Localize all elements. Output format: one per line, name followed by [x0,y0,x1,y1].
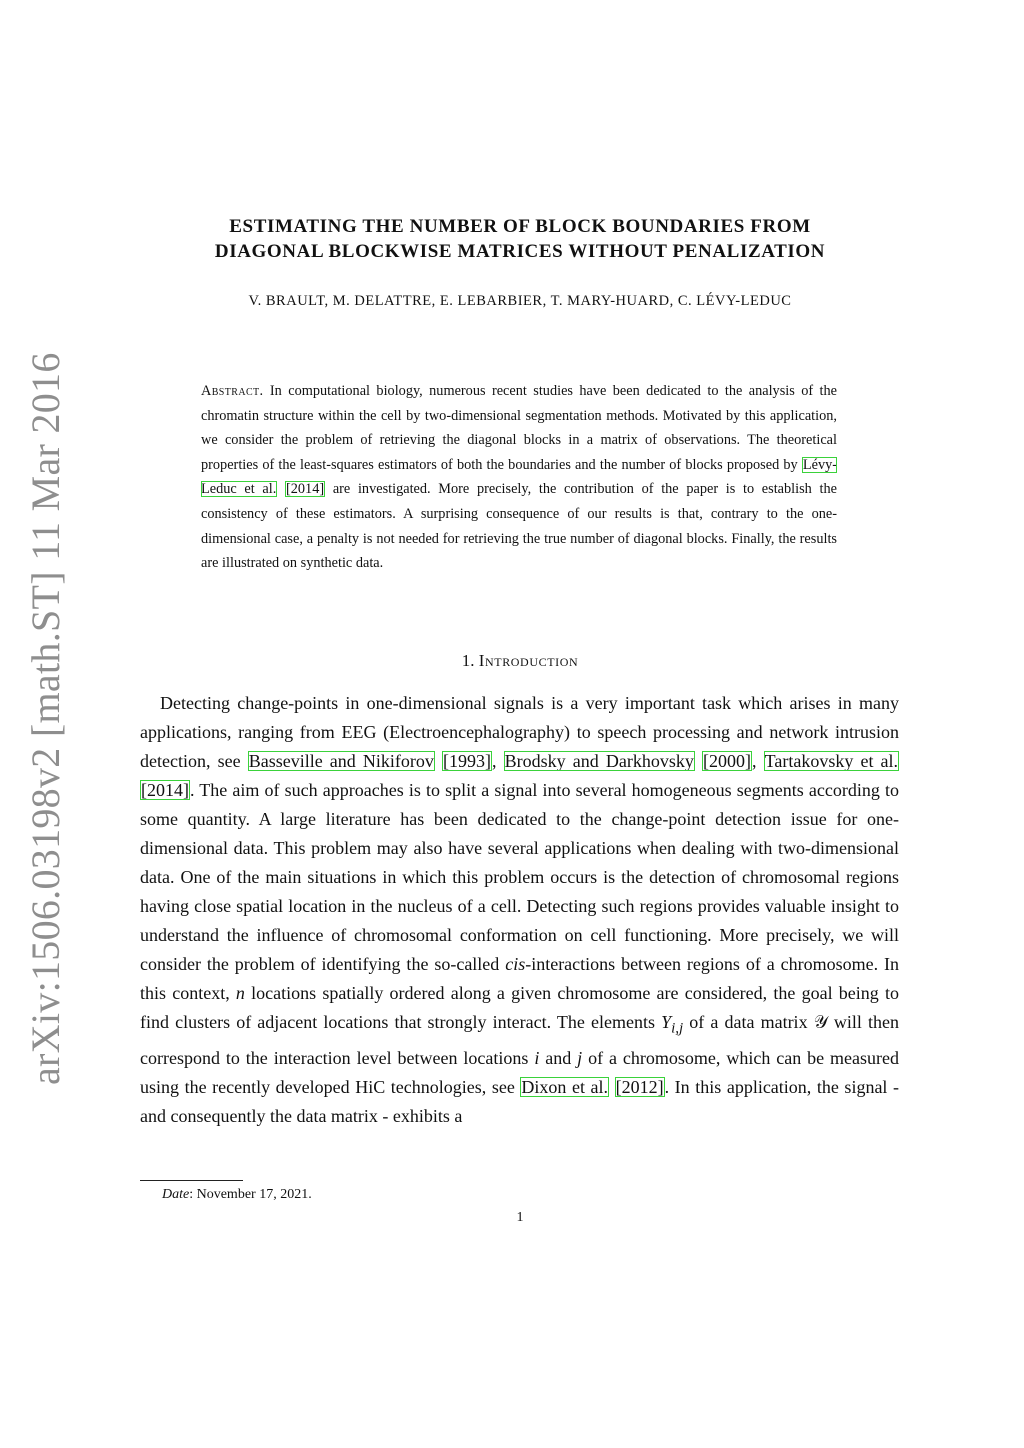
section-heading [140,651,900,671]
body-text-3: -interactions between regions of a chromosome. In this context, [140,954,899,1003]
footnote-text: : November 17, 2021. [189,1187,312,1202]
page-number: 1 [516,1210,524,1225]
abstract-text-1: In computational biology, numerous recent studies have been dedicated to the analysis of the chromatin structure within the cell by two-dimensional segmentation methods. Motivated by this application, we consider the problem of retrieving the diagonal blocks in a matrix of observations. The theoretical properties of the least-squares estimators of both the boundaries and the number of blocks proposed by [201,383,837,473]
body-text-1: Detecting change-points in one-dimensional signals is a very important task which arises in many applications, ranging from EEG (Electroencephalography) to speech processing and network intrusion detection, see [140,693,899,771]
math-cal-y: 𝒴 [813,1012,828,1032]
citation-dixon-year[interactable]: [2012] [615,1076,664,1097]
math-j: j [577,1047,583,1068]
section-title: Introduction [478,651,579,670]
citation-levy-leduc-name[interactable]: Lévy-Leduc et al. [201,456,837,498]
body-text-7: and [545,1047,572,1068]
body-text-5: of a data matrix [689,1012,808,1032]
paper-title [140,214,900,264]
math-y: Y [661,1012,672,1032]
citation-tartakovsky-name[interactable]: Tartakovsky et al. [764,751,899,771]
body-text-8: of a chromosome, which can be measured using the recently developed HiC technologies, see [140,1047,900,1097]
body-text-2: . The aim of such approaches is to split a signal into several homogeneous segments according to some quantity. A large literature has been dedicated to the change-point detection issue for one-dimensional data. This problem may also have several applications when dealing with two-dimensional data. One of the main situations in which this problem occurs is the detection of chromosomal regions having close spatial location in the nucleus of a cell. Detecting such regions provides valuable insight to understand the influence of chromosomal conformation on cell functioning. More precisely, we will consider the problem of identifying the so-called [140,780,899,974]
citation-dixon-name[interactable]: Dixon et al. [521,1076,609,1097]
abstract-heading: Abstract. [201,383,264,399]
body-text-4: locations spatially ordered along a given chromosome are considered, the goal being to find clusters of adjacent locations that strongly interact. The elements [140,983,899,1032]
introduction-paragraph [140,689,899,1131]
cis-term: cis [505,954,526,974]
author-list: V. BRAULT, M. DELATTRE, E. LEBARBIER, T. MARY-HUARD, C. LÉVY-LEDUC [248,293,792,309]
footnote [162,1187,312,1203]
title-line-2: DIAGONAL BLOCKWISE MATRICES WITHOUT PENALIZATION [214,241,826,262]
math-y-subscript: i,j [671,1020,684,1037]
math-i: i [534,1047,540,1068]
body-text-9: . In this application, the signal - and consequently the data matrix - exhibits a [140,1076,899,1126]
body-text-6: will then correspond to the interaction level between locations [140,1012,900,1068]
citation-brodsky-year[interactable]: [2000] [703,751,751,771]
title-line-1: ESTIMATING THE NUMBER OF BLOCK BOUNDARIES FROM [229,216,811,237]
footnote-label: Date [162,1187,190,1202]
citation-levy-leduc-year[interactable]: [2014] [286,481,325,498]
citation-basseville-name[interactable]: Basseville and Nikiforov [248,751,434,771]
citation-tartakovsky-year[interactable]: [2014] [141,780,189,800]
citation-separator: , [752,751,757,771]
citation-brodsky-name[interactable]: Brodsky and Darkhovsky [504,751,694,771]
abstract [201,379,837,576]
abstract-text-2: are investigated. More precisely, the contribution of the paper is to establish the consistency of these estimators. A surprising consequence of our results is that, contrary to the one-dimensional case, a penalty is not needed for retrieving the true number of diagonal blocks. Finally, the results are illustrated on synthetic data. [201,481,837,572]
section-number: 1. [461,651,475,670]
footnote-rule [140,1180,243,1181]
citation-basseville-year[interactable]: [1993] [443,751,492,771]
citation-separator: , [492,751,497,771]
arxiv-identifier[interactable]: arXiv:1506.03198v2 [math.ST] 11 Mar 2016 [23,352,68,1085]
math-n: n [235,983,245,1003]
